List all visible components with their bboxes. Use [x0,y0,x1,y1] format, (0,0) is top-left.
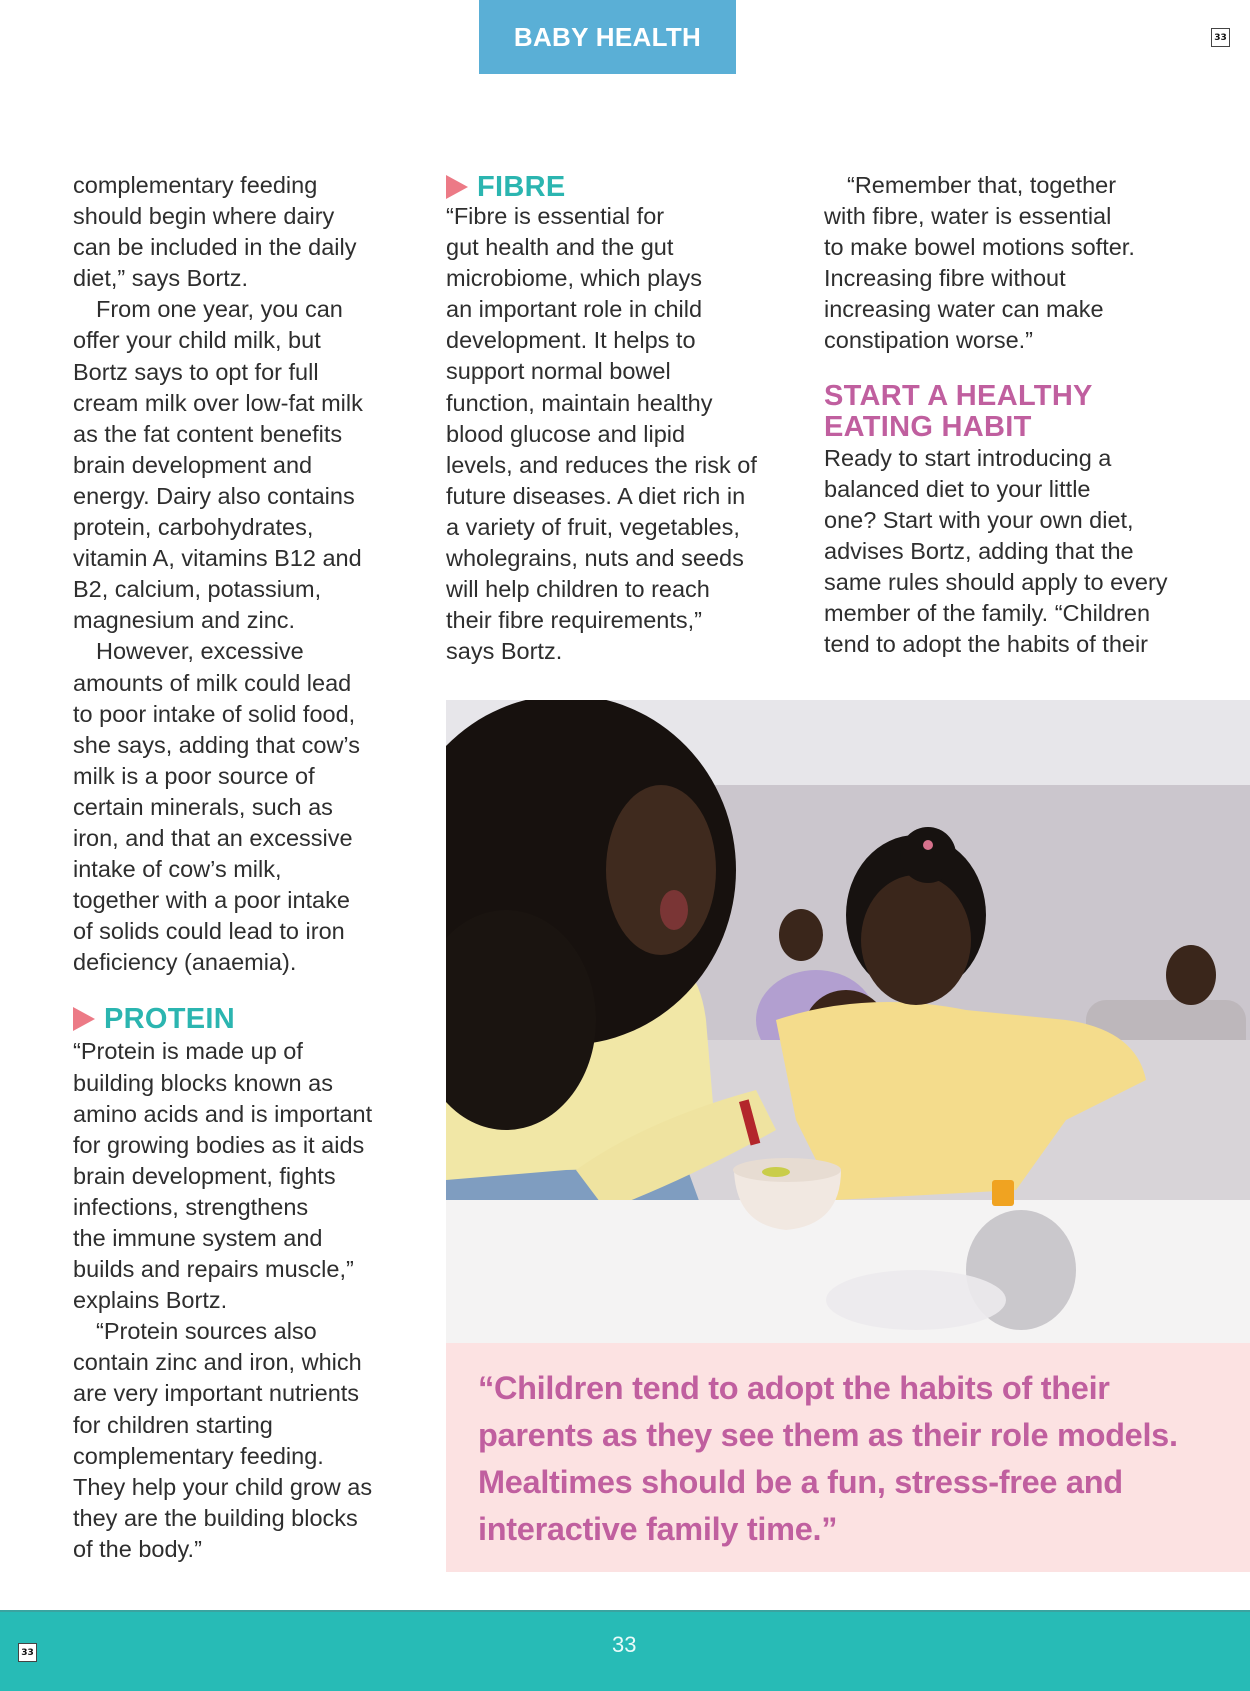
healthy-habit-heading [824,381,1184,443]
text-line: cream milk over low-fat milk [73,389,363,416]
text-line: building blocks known as [73,1069,333,1096]
page-marker-top: 33 [1211,28,1230,47]
protein-paragraph-1 [73,1036,403,1316]
text-line: support normal bowel [446,358,671,385]
quote-line: interactive family time.” [478,1511,838,1547]
text-line: tend to adopt the habits of their [824,631,1149,658]
text-line: function, maintain healthy [446,389,713,416]
heading-line: START A HEALTHY [824,379,1093,412]
text-line: blood glucose and lipid [446,420,686,447]
text-line: brain development and [73,451,313,478]
dairy-paragraph [73,294,403,636]
text-line: Increasing fibre without [824,265,1066,292]
page-number: 33 [612,1632,637,1657]
text-line: for growing bodies as it aids [73,1131,365,1158]
text-line: as the fat content benefits [73,420,343,447]
footer-bar [0,1610,1250,1691]
text-line: contain zinc and iron, which [73,1349,362,1376]
milk-excess-paragraph [73,636,403,978]
text-line: for children starting [73,1411,273,1438]
photo-illustration [446,700,1250,1343]
fibre-heading [446,170,786,204]
text-line: should begin where dairy [73,203,335,230]
text-line: “Protein sources also [96,1318,317,1345]
text-line: levels, and reduces the risk of [446,451,757,478]
text-line: one? Start with your own diet, [824,506,1134,533]
quote-line: parents as they see them as their role models. [478,1417,1178,1453]
text-line: complementary feeding. [73,1442,324,1469]
text-line: intake of cow’s milk, [73,856,282,883]
text-line: infections, strengthens [73,1193,309,1220]
text-line: magnesium and zinc. [73,607,296,634]
text-line: to make bowel motions softer. [824,234,1135,261]
text-line: development. It helps to [446,327,696,354]
text-line: protein, carbohydrates, [73,514,314,541]
text-line: balanced diet to your little [824,475,1091,502]
heading-line: EATING HABIT [824,410,1032,443]
text-line: milk is a poor source of [73,762,315,789]
text-line: “Fibre is essential for [446,203,665,229]
feeding-photo [446,700,1250,1343]
text-line: to poor intake of solid food, [73,700,356,727]
text-line: However, excessive [96,638,304,665]
column-1 [73,170,403,1565]
text-line: explains Bortz. [73,1287,228,1314]
text-line: are very important nutrients [73,1380,360,1407]
text-line: the immune system and [73,1225,323,1251]
text-line: microbiome, which plays [446,265,702,292]
text-line: deficiency (anaemia). [73,949,297,976]
text-line: certain minerals, such as [73,793,333,820]
text-line: increasing water can make [824,296,1104,323]
text-line: They help your child grow as [73,1473,373,1500]
text-line: brain development, fights [73,1162,336,1189]
text-line: From one year, you can [96,296,343,323]
text-line: future diseases. A diet rich in [446,482,746,509]
triangle-bullet-icon [446,175,468,199]
text-line: together with a poor intake [73,887,350,914]
heading-text: FIBRE [477,171,566,203]
text-line: builds and repairs muscle,” [73,1256,354,1283]
text-line: Bortz says to opt for full [73,358,319,385]
text-line: Ready to start introducing a [824,444,1112,471]
text-line: “Remember that, together [847,172,1117,198]
pull-quote [446,1343,1250,1572]
text-line: energy. Dairy also contains [73,482,355,509]
page-marker-bottom: 33 [18,1643,37,1662]
text-line: says Bortz. [446,638,563,665]
text-line: wholegrains, nuts and seeds [446,545,744,572]
fibre-paragraph [446,201,786,667]
text-line: of the body.” [73,1535,202,1562]
text-line: same rules should apply to every [824,568,1168,595]
text-line: vitamin A, vitamins B12 and [73,545,362,572]
text-line: gut health and the gut [446,234,674,261]
quote-line: “Children tend to adopt the habits of their [478,1370,1110,1406]
text-line: an important role in child [446,296,703,323]
protein-paragraph-2 [73,1316,403,1565]
text-line: “Protein is made up of [73,1038,303,1065]
habit-paragraph [824,443,1184,661]
text-line: constipation worse.” [824,327,1033,354]
text-line: member of the family. “Children [824,600,1151,627]
text-line: amounts of milk could lead [73,669,352,696]
text-line: they are the building blocks [73,1504,358,1531]
text-line: with fibre, water is essential [824,203,1112,230]
text-line: of solids could lead to iron [73,918,345,945]
column-2 [446,170,786,667]
text-line: diet,” says Bortz. [73,265,248,292]
water-paragraph [824,170,1184,357]
text-line: complementary feeding [73,172,318,198]
triangle-bullet-icon [73,1007,95,1031]
protein-heading [73,1002,403,1036]
section-label: BABY HEALTH [479,0,736,74]
quote-line: Mealtimes should be a fun, stress-free and [478,1464,1123,1500]
text-line: their fibre requirements,” [446,607,702,634]
column-3 [824,170,1184,660]
text-line: will help children to reach [446,576,710,603]
text-line: amino acids and is important [73,1100,373,1127]
text-line: a variety of fruit, vegetables, [446,513,740,540]
text-line: can be included in the daily [73,234,357,261]
text-line: iron, and that an excessive [73,824,353,851]
heading-text: PROTEIN [104,1003,235,1036]
text-line: advises Bortz, adding that the [824,537,1134,564]
text-line: offer your child milk, but [73,327,321,354]
intro-paragraph [73,170,403,294]
text-line: B2, calcium, potassium, [73,576,322,603]
text-line: she says, adding that cow’s [73,731,360,758]
